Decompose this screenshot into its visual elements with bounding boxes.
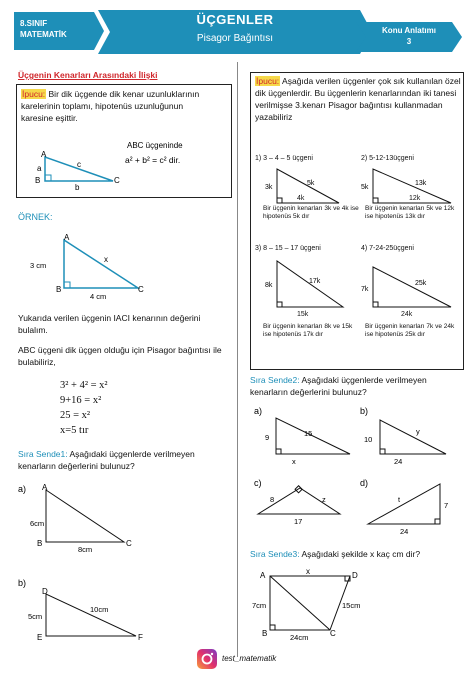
sira3-text: Aşağıdaki şekilde x kaç cm dir?: [299, 549, 421, 559]
fig3-label-C: C: [330, 629, 336, 638]
qa-label-A: A: [42, 483, 48, 492]
tip-label: İpucu:: [22, 89, 46, 99]
question-a-figure: [14, 482, 234, 552]
s2a-side-1: 9: [265, 433, 270, 442]
abc-label-B: B: [35, 176, 41, 185]
example-label: ÖRNEK:: [18, 212, 53, 222]
tip-box-right: [250, 72, 464, 370]
s2d-side-1: t: [398, 495, 401, 504]
solution-steps: [60, 378, 108, 438]
ex-side-ab: 3 cm: [30, 261, 47, 270]
qa-label-B: B: [37, 539, 43, 548]
fig3-x: x: [306, 567, 310, 576]
qa-label-C: C: [126, 539, 132, 548]
step-4: x=5 tır: [60, 425, 89, 436]
fig3-ab: 7cm: [252, 601, 267, 610]
s2b-side-1: 10: [364, 435, 373, 444]
footer-handle: test_matematik: [222, 654, 277, 663]
sira1-text: Aşağıdaki üçgenlerde verilmeyen kenarların değerlerini bulunuz?: [18, 449, 195, 471]
abc-label-C: C: [114, 176, 120, 185]
sira2-label: Sıra Sende2:: [250, 375, 300, 385]
special-title-2: 2) 5-12-13üçgeni: [361, 155, 414, 162]
subject-label: MATEMATİK: [20, 30, 67, 39]
t4-leg1: 7k: [361, 286, 369, 293]
t2-leg1: 5k: [361, 184, 369, 191]
fig3-label-A: A: [260, 571, 266, 580]
special-title-1: 1) 3 – 4 – 5 üçgeni: [255, 155, 313, 162]
tip-right-text: Aşağıda verilen üçgenler çok sık kullanılan özel dik üçgenlerdir. Bu üçgenlerin kenarlarından iki tanesi verilmişse 3.kenarı Pisagor bağıntısı kullanmadan yazabiliriz: [255, 76, 461, 122]
page-number: 3: [406, 37, 412, 46]
step-1: 3² + 4² = x²: [60, 380, 108, 391]
special-title-3: 3) 8 – 15 – 17 üçgeni: [255, 245, 321, 252]
qb-side-2: 10cm: [90, 605, 109, 614]
page-title: ÜÇGENLER: [196, 12, 274, 27]
s2b-side-2: y: [416, 427, 420, 436]
ex-label-C: C: [138, 285, 144, 294]
t1-hyp: 5k: [307, 180, 315, 187]
page-subtitle: Pisagor Bağıntısı: [196, 33, 274, 44]
s2a-side-3: x: [292, 457, 296, 466]
ex-side-bc: 4 cm: [90, 292, 107, 301]
fig3-cd: 15cm: [342, 601, 361, 610]
s2c-side-1: 8: [270, 495, 275, 504]
ex-side-ac: x: [104, 255, 108, 264]
t1-note: Bir üçgenin kenarları 3k ve 4k ise hipotenüs 5k dır: [263, 205, 359, 220]
sira1-label: Sıra Sende1:: [18, 449, 68, 459]
t4-note: Bir üçgenin kenarları 7k ve 24k ise hipotenüs 25k dır: [365, 323, 455, 338]
abc-triangle-figure: [17, 85, 233, 199]
tip-right-label: İpucu:: [256, 76, 280, 86]
qb-label-D: D: [42, 587, 48, 596]
section-label: Konu Anlatımı: [382, 26, 436, 35]
fig3-label-D: D: [352, 571, 358, 580]
s2d-side-3: 24: [400, 527, 409, 534]
t4-hyp: 25k: [415, 280, 427, 287]
sira2-figures: [250, 404, 470, 534]
s2b-tag: b): [360, 406, 369, 416]
s2c-tag: c): [254, 478, 262, 488]
qb-label-E: E: [37, 633, 43, 642]
ex-label-B: B: [56, 285, 62, 294]
t3-note: Bir üçgenin kenarları 8k ve 15k ise hipotenüs 17k dır: [263, 323, 353, 338]
t3-leg2: 15k: [297, 311, 309, 318]
grade-label: 8.SINIF: [20, 19, 48, 28]
question-b-figure: [14, 572, 234, 644]
special-triangle-2: [359, 165, 463, 209]
fig3-label-B: B: [262, 629, 268, 638]
sira3-label: Sıra Sende3:: [250, 549, 300, 559]
tip-box-left: [16, 84, 232, 198]
t2-leg2: 12k: [409, 195, 421, 202]
s2d-tag: d): [360, 478, 369, 488]
footer: [196, 648, 316, 670]
left-heading: Üçgenin Kenarları Arasındaki İlişki: [18, 70, 158, 80]
abc-label-A: A: [41, 150, 47, 159]
t3-hyp: 17k: [309, 278, 321, 285]
qb-label-F: F: [138, 633, 143, 642]
column-divider: [237, 62, 238, 657]
qa-tag: a): [18, 484, 27, 494]
abc-label-a: a: [37, 164, 42, 173]
t1-leg2: 4k: [297, 195, 305, 202]
t4-leg2: 24k: [401, 311, 413, 318]
abc-label-b: b: [75, 183, 80, 192]
sira3-figure: [250, 564, 370, 644]
t3-leg1: 8k: [265, 282, 273, 289]
t2-hyp: 13k: [415, 180, 427, 187]
qb-tag: b): [18, 578, 27, 588]
abc-formula: a² + b² = c² dir.: [125, 155, 181, 165]
tip-text: Bir dik üçgende dik kenar uzunluklarının karelerinin toplamı, hipotenüs uzunluğunun karesine eşittir.: [21, 89, 200, 123]
example-text-1: Yukarıda verilen üçgenin IACI kenarının değerini bulalım.: [18, 313, 201, 335]
special-triangle-4: [359, 257, 463, 313]
fig3-bc: 24cm: [290, 633, 309, 642]
abc-caption: ABC üçgeninde: [127, 141, 183, 150]
s2a-side-2: 15: [304, 429, 313, 438]
ex-label-A: A: [64, 233, 70, 242]
t1-leg1: 3k: [265, 184, 273, 191]
example-text-2: ABC üçgeni dik üçgen olduğu için Pisagor bağıntısı ile bulabiliriz,: [18, 345, 222, 367]
s2d-side-2: 7: [444, 501, 449, 510]
abc-label-c: c: [77, 160, 81, 169]
s2b-side-3: 24: [394, 457, 403, 466]
qa-side-1: 6cm: [30, 519, 45, 528]
s2c-side-2: z: [322, 495, 326, 504]
sira2-text: Aşağıdaki üçgenlerde verilmeyen kenarların değerlerini bulunuz?: [250, 375, 427, 397]
s2a-tag: a): [254, 406, 263, 416]
special-title-4: 4) 7-24-25üçgeni: [361, 245, 414, 252]
s2c-side-3: 17: [294, 517, 303, 526]
t2-note: Bir üçgenin kenarları 5k ve 12k ise hipotenüs 13k dır: [365, 205, 455, 220]
instagram-icon: [196, 648, 218, 670]
special-triangle-1: [259, 165, 355, 209]
step-2: 9+16 = x²: [60, 395, 102, 406]
example-triangle-figure: [30, 232, 160, 304]
qa-side-2: 8cm: [78, 545, 93, 552]
special-triangle-3: [259, 257, 359, 313]
step-3: 25 = x²: [60, 410, 91, 421]
header: [0, 0, 474, 56]
qb-side-1: 5cm: [28, 612, 43, 621]
